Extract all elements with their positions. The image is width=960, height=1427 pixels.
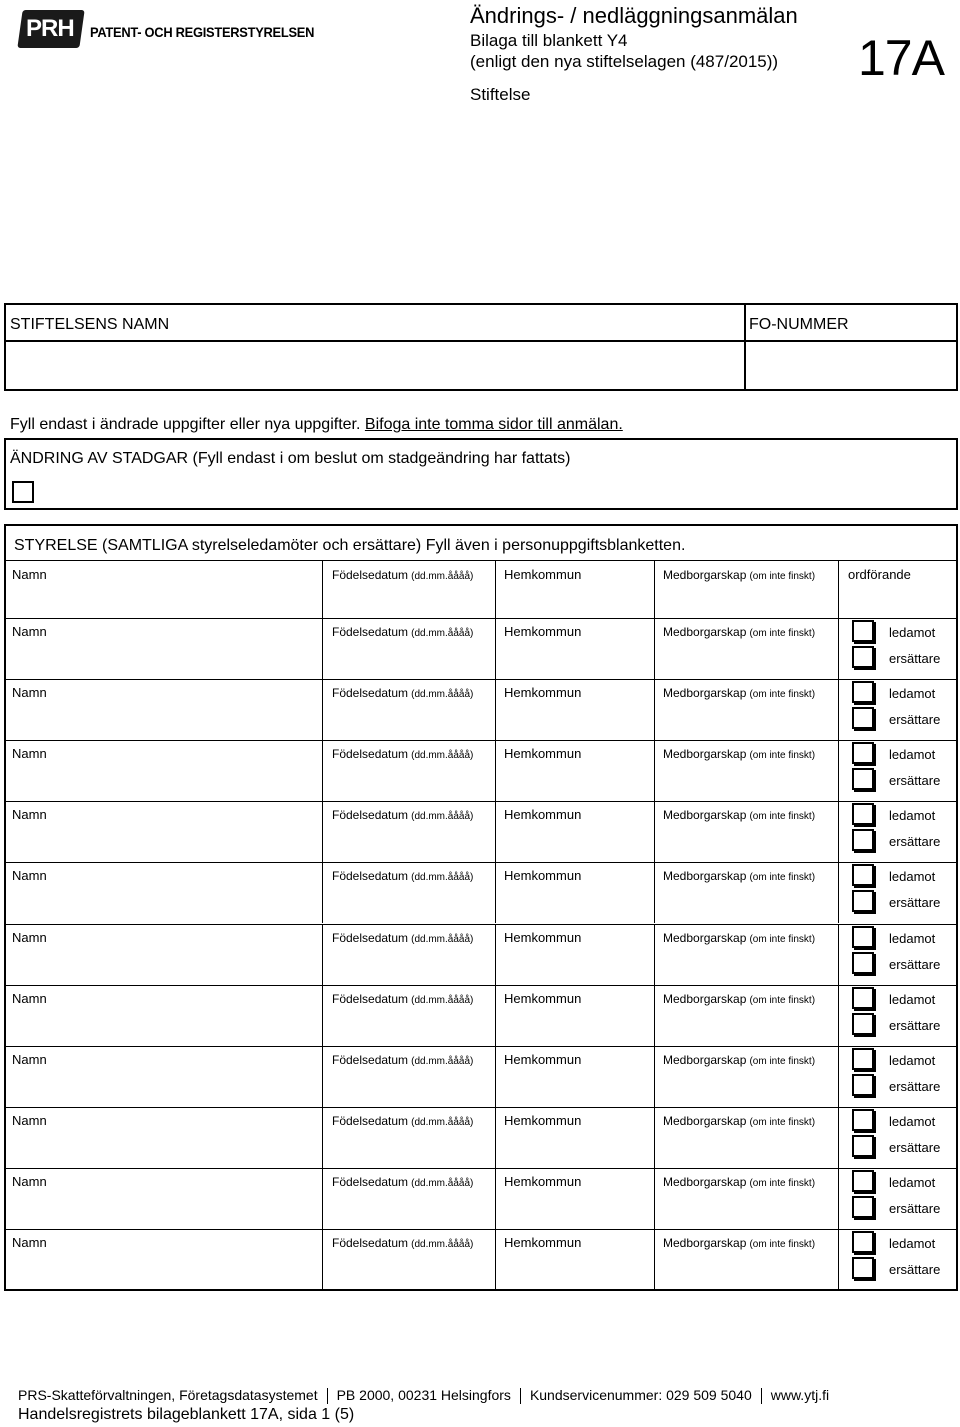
- row-birthdate-label: Födelsedatum (dd.mm.åååå): [332, 808, 474, 822]
- row-birthdate-field[interactable]: [328, 946, 490, 981]
- row-citizenship-field[interactable]: [660, 1251, 834, 1286]
- board-column-divider: [322, 801, 323, 862]
- form-subtitle-2: (enligt den nya stiftelselagen (487/2015)): [470, 52, 779, 71]
- board-column-divider: [495, 1046, 496, 1107]
- fo-number-field[interactable]: [746, 342, 956, 389]
- role-deputy-label: ersättare: [889, 651, 941, 666]
- row-citizenship-label: Medborgarskap (om inte finskt): [663, 1236, 816, 1250]
- row-citizenship-field[interactable]: [660, 884, 834, 919]
- board-column-divider: [322, 679, 323, 740]
- board-title-divider: [4, 560, 958, 561]
- row-name-label: Namn: [12, 624, 47, 639]
- board-column-divider: [322, 985, 323, 1046]
- role-deputy-label: ersättare: [889, 1262, 941, 1277]
- board-row-divider: [4, 1229, 958, 1230]
- form-subtitle-3: Stiftelse: [470, 85, 531, 104]
- board-column-divider: [495, 740, 496, 801]
- row-birthdate-field[interactable]: [328, 884, 490, 919]
- row-name-field[interactable]: [10, 762, 316, 797]
- row-name-field[interactable]: [10, 946, 316, 981]
- footer-address: PB 2000, 00231 Helsingfors: [336, 1387, 511, 1403]
- form-subtitle-1: Bilaga till blankett Y4: [470, 31, 628, 50]
- board-column-divider: [838, 1229, 839, 1290]
- board-column-divider: [495, 1107, 496, 1168]
- role-member-checkbox[interactable]: [852, 681, 874, 703]
- board-column-divider: [322, 1046, 323, 1107]
- row-birthdate-field[interactable]: [328, 1129, 490, 1164]
- row-name-field[interactable]: [10, 884, 316, 919]
- board-column-divider: [838, 924, 839, 985]
- role-member-checkbox[interactable]: [852, 1048, 874, 1070]
- row-name-label: Namn: [12, 1235, 47, 1250]
- row-municipality-label: Hemkommun: [504, 567, 582, 582]
- board-column-divider: [495, 679, 496, 740]
- prh-logo: [20, 10, 316, 50]
- row-citizenship-label: Medborgarskap (om inte finskt): [663, 686, 816, 700]
- row-municipality-label: Hemkommun: [504, 746, 582, 761]
- role-deputy-checkbox[interactable]: [852, 1257, 874, 1279]
- role-member-label: ledamot: [889, 931, 936, 946]
- row-citizenship-label: Medborgarskap (om inte finskt): [663, 1175, 816, 1189]
- row-municipality-label: Hemkommun: [504, 807, 582, 822]
- board-column-divider: [838, 561, 839, 618]
- board-row-divider: [4, 679, 958, 680]
- role-chair-label: ordförande: [848, 567, 911, 582]
- row-name-field[interactable]: [10, 1007, 316, 1042]
- board-column-divider: [654, 679, 655, 740]
- row-birthdate-label: Födelsedatum (dd.mm.åååå): [332, 1053, 474, 1067]
- footer-org: PRS-Skatteförvaltningen, Företagsdatasystemet: [18, 1387, 318, 1403]
- board-row-divider: [4, 740, 958, 741]
- row-name-label: Namn: [12, 1113, 47, 1128]
- board-column-divider: [495, 985, 496, 1046]
- role-member-checkbox[interactable]: [852, 1231, 874, 1253]
- row-municipality-label: Hemkommun: [504, 624, 582, 639]
- statute-change-checkbox[interactable]: [12, 481, 34, 503]
- role-deputy-checkbox[interactable]: [852, 768, 874, 790]
- row-municipality-field[interactable]: [500, 1251, 650, 1286]
- board-row-divider: [4, 985, 958, 986]
- instruction-note: [10, 416, 623, 434]
- board-column-divider: [838, 1168, 839, 1229]
- foundation-name-label: STIFTELSENS NAMN: [10, 316, 170, 333]
- row-citizenship-label: Medborgarskap (om inte finskt): [663, 869, 816, 883]
- board-column-divider: [322, 561, 323, 618]
- board-title: STYRELSE (SAMTLIGA styrelseledamöter och ersättare) Fyll även i personuppgiftsblanketten.: [14, 537, 686, 554]
- role-deputy-label: ersättare: [889, 1018, 941, 1033]
- prh-logo-text: PATENT- OCH REGISTERSTYRELSEN: [90, 24, 315, 40]
- row-citizenship-label: Medborgarskap (om inte finskt): [663, 992, 816, 1006]
- board-column-divider: [654, 1168, 655, 1229]
- role-deputy-label: ersättare: [889, 1201, 941, 1216]
- row-name-label: Namn: [12, 930, 47, 945]
- row-citizenship-field[interactable]: [660, 1068, 834, 1103]
- board-column-divider: [654, 1229, 655, 1290]
- row-name-label: Namn: [12, 991, 47, 1006]
- board-column-divider: [495, 561, 496, 618]
- role-member-label: ledamot: [889, 992, 936, 1007]
- row-birthdate-field[interactable]: [328, 1068, 490, 1103]
- board-column-divider: [838, 740, 839, 801]
- board-column-divider: [495, 1168, 496, 1229]
- row-citizenship-field[interactable]: [660, 823, 834, 858]
- row-name-field[interactable]: [10, 1068, 316, 1103]
- row-citizenship-field[interactable]: [660, 640, 834, 675]
- role-member-label: ledamot: [889, 869, 936, 884]
- row-citizenship-field[interactable]: [660, 583, 834, 614]
- role-member-label: ledamot: [889, 747, 936, 762]
- row-municipality-label: Hemkommun: [504, 991, 582, 1006]
- role-member-checkbox[interactable]: [852, 987, 874, 1009]
- row-municipality-field[interactable]: [500, 1068, 650, 1103]
- row-citizenship-label: Medborgarskap (om inte finskt): [663, 568, 816, 582]
- row-name-label: Namn: [12, 685, 47, 700]
- row-birthdate-label: Födelsedatum (dd.mm.åååå): [332, 1236, 474, 1250]
- board-row-divider: [4, 862, 958, 863]
- role-deputy-label: ersättare: [889, 957, 941, 972]
- role-deputy-checkbox[interactable]: [852, 707, 874, 729]
- row-birthdate-field[interactable]: [328, 1007, 490, 1042]
- role-member-label: ledamot: [889, 1114, 936, 1129]
- row-birthdate-label: Födelsedatum (dd.mm.åååå): [332, 1114, 474, 1128]
- row-birthdate-field[interactable]: [328, 1190, 490, 1225]
- role-member-checkbox[interactable]: [852, 620, 874, 642]
- row-municipality-field[interactable]: [500, 823, 650, 858]
- role-member-label: ledamot: [889, 686, 936, 701]
- role-deputy-checkbox[interactable]: [852, 829, 874, 851]
- instruction-underlined: Bifoga inte tomma sidor till anmälan.: [364, 416, 623, 433]
- row-citizenship-label: Medborgarskap (om inte finskt): [663, 931, 816, 945]
- row-municipality-label: Hemkommun: [504, 930, 582, 945]
- instruction-text: Fyll endast i ändrade uppgifter eller nya uppgifter.: [10, 416, 361, 433]
- row-name-label: Namn: [12, 746, 47, 761]
- role-member-label: ledamot: [889, 1236, 936, 1251]
- role-deputy-label: ersättare: [889, 773, 941, 788]
- footer-phone: Kundservicenummer: 029 509 5040: [529, 1387, 752, 1403]
- role-deputy-label: ersättare: [889, 834, 941, 849]
- foundation-name-field[interactable]: [6, 342, 742, 389]
- board-column-divider: [322, 618, 323, 679]
- row-birthdate-field[interactable]: [328, 701, 490, 736]
- board-column-divider: [838, 618, 839, 679]
- row-citizenship-field[interactable]: [660, 1007, 834, 1042]
- row-name-field[interactable]: [10, 701, 316, 736]
- row-birthdate-label: Födelsedatum (dd.mm.åååå): [332, 747, 474, 761]
- board-row-divider: [4, 801, 958, 802]
- role-deputy-checkbox[interactable]: [852, 1074, 874, 1096]
- row-citizenship-label: Medborgarskap (om inte finskt): [663, 1114, 816, 1128]
- row-name-field[interactable]: [10, 1190, 316, 1225]
- row-name-label: Namn: [12, 567, 47, 582]
- row-municipality-label: Hemkommun: [504, 1113, 582, 1128]
- row-municipality-field[interactable]: [500, 701, 650, 736]
- row-municipality-field[interactable]: [500, 1129, 650, 1164]
- form-title: Ändrings- / nedläggningsanmälan: [470, 3, 798, 28]
- row-name-label: Namn: [12, 1052, 47, 1067]
- role-member-checkbox[interactable]: [852, 1170, 874, 1192]
- footer-web[interactable]: www.ytj.fi: [770, 1387, 830, 1403]
- role-member-label: ledamot: [889, 1175, 936, 1190]
- role-member-checkbox[interactable]: [852, 742, 874, 764]
- board-column-divider: [838, 985, 839, 1046]
- role-member-checkbox[interactable]: [852, 926, 874, 948]
- row-municipality-label: Hemkommun: [504, 1052, 582, 1067]
- role-member-checkbox[interactable]: [852, 803, 874, 825]
- row-municipality-field[interactable]: [500, 640, 650, 675]
- row-municipality-label: Hemkommun: [504, 868, 582, 883]
- board-column-divider: [654, 1046, 655, 1107]
- row-name-field[interactable]: [10, 1251, 316, 1286]
- row-citizenship-label: Medborgarskap (om inte finskt): [663, 747, 816, 761]
- role-deputy-label: ersättare: [889, 1079, 941, 1094]
- board-column-divider: [322, 862, 323, 923]
- board-column-divider: [654, 740, 655, 801]
- row-name-field[interactable]: [10, 583, 316, 614]
- row-birthdate-label: Födelsedatum (dd.mm.åååå): [332, 931, 474, 945]
- row-birthdate-field[interactable]: [328, 823, 490, 858]
- role-deputy-checkbox[interactable]: [852, 952, 874, 974]
- row-municipality-field[interactable]: [500, 884, 650, 919]
- row-birthdate-field[interactable]: [328, 1251, 490, 1286]
- row-birthdate-field[interactable]: [328, 583, 490, 614]
- row-birthdate-label: Födelsedatum (dd.mm.åååå): [332, 1175, 474, 1189]
- board-column-divider: [322, 1107, 323, 1168]
- board-column-divider: [495, 801, 496, 862]
- role-member-label: ledamot: [889, 625, 936, 640]
- row-name-field[interactable]: [10, 640, 316, 675]
- fo-number-label: FO-NUMMER: [749, 316, 849, 333]
- role-deputy-checkbox[interactable]: [852, 1196, 874, 1218]
- board-row-divider: [4, 924, 958, 925]
- row-birthdate-label: Födelsedatum (dd.mm.åååå): [332, 869, 474, 883]
- board-column-divider: [322, 1229, 323, 1290]
- row-municipality-label: Hemkommun: [504, 1235, 582, 1250]
- row-citizenship-label: Medborgarskap (om inte finskt): [663, 625, 816, 639]
- row-name-field[interactable]: [10, 823, 316, 858]
- board-column-divider: [654, 618, 655, 679]
- row-birthdate-label: Födelsedatum (dd.mm.åååå): [332, 568, 474, 582]
- role-deputy-label: ersättare: [889, 895, 941, 910]
- row-citizenship-field[interactable]: [660, 1129, 834, 1164]
- role-deputy-checkbox[interactable]: [852, 1013, 874, 1035]
- role-deputy-checkbox[interactable]: [852, 890, 874, 912]
- board-column-divider: [838, 801, 839, 862]
- role-member-label: ledamot: [889, 808, 936, 823]
- row-municipality-field[interactable]: [500, 1190, 650, 1225]
- row-municipality-field[interactable]: [500, 762, 650, 797]
- role-deputy-checkbox[interactable]: [852, 1135, 874, 1157]
- row-citizenship-label: Medborgarskap (om inte finskt): [663, 1053, 816, 1067]
- row-birthdate-label: Födelsedatum (dd.mm.åååå): [332, 625, 474, 639]
- board-column-divider: [838, 679, 839, 740]
- board-column-divider: [654, 561, 655, 618]
- role-member-checkbox[interactable]: [852, 864, 874, 886]
- role-deputy-label: ersättare: [889, 712, 941, 727]
- board-column-divider: [838, 862, 839, 923]
- board-column-divider: [838, 1107, 839, 1168]
- role-deputy-checkbox[interactable]: [852, 646, 874, 668]
- board-column-divider: [654, 801, 655, 862]
- role-member-label: ledamot: [889, 1053, 936, 1068]
- row-birthdate-label: Födelsedatum (dd.mm.åååå): [332, 686, 474, 700]
- role-deputy-label: ersättare: [889, 1140, 941, 1155]
- footer-contact: [18, 1387, 829, 1404]
- board-column-divider: [322, 924, 323, 985]
- row-birthdate-field[interactable]: [328, 762, 490, 797]
- board-column-divider: [322, 740, 323, 801]
- board-row-divider: [4, 618, 958, 619]
- row-municipality-label: Hemkommun: [504, 1174, 582, 1189]
- row-name-field[interactable]: [10, 1129, 316, 1164]
- row-municipality-field[interactable]: [500, 1007, 650, 1042]
- row-municipality-field[interactable]: [500, 946, 650, 981]
- board-column-divider: [654, 985, 655, 1046]
- board-column-divider: [654, 924, 655, 985]
- board-column-divider: [654, 862, 655, 923]
- board-column-divider: [654, 1107, 655, 1168]
- board-row-divider: [4, 1168, 958, 1169]
- row-name-label: Namn: [12, 1174, 47, 1189]
- board-column-divider: [838, 1046, 839, 1107]
- row-citizenship-field[interactable]: [660, 1190, 834, 1225]
- statute-change-section: [4, 438, 958, 510]
- row-name-label: Namn: [12, 807, 47, 822]
- board-row-divider: [4, 1107, 958, 1108]
- board-column-divider: [495, 1229, 496, 1290]
- row-citizenship-field[interactable]: [660, 762, 834, 797]
- statute-change-title: ÄNDRING AV STADGAR (Fyll endast i om beslut om stadgeändring har fattats): [10, 450, 571, 467]
- footer-page: Handelsregistrets bilageblankett 17A, sida 1 (5): [18, 1406, 355, 1423]
- row-citizenship-label: Medborgarskap (om inte finskt): [663, 808, 816, 822]
- prh-logo-mark: PRH: [17, 10, 84, 48]
- row-birthdate-field[interactable]: [328, 640, 490, 675]
- row-name-label: Namn: [12, 868, 47, 883]
- row-citizenship-field[interactable]: [660, 701, 834, 736]
- board-column-divider: [495, 924, 496, 985]
- board-row-divider: [4, 1046, 958, 1047]
- form-number: 17A: [858, 30, 944, 86]
- row-birthdate-label: Födelsedatum (dd.mm.åååå): [332, 992, 474, 1006]
- board-column-divider: [495, 862, 496, 923]
- role-member-checkbox[interactable]: [852, 1109, 874, 1131]
- board-column-divider: [495, 618, 496, 679]
- board-column-divider: [322, 1168, 323, 1229]
- row-citizenship-field[interactable]: [660, 946, 834, 981]
- row-municipality-label: Hemkommun: [504, 685, 582, 700]
- row-municipality-field[interactable]: [500, 583, 650, 614]
